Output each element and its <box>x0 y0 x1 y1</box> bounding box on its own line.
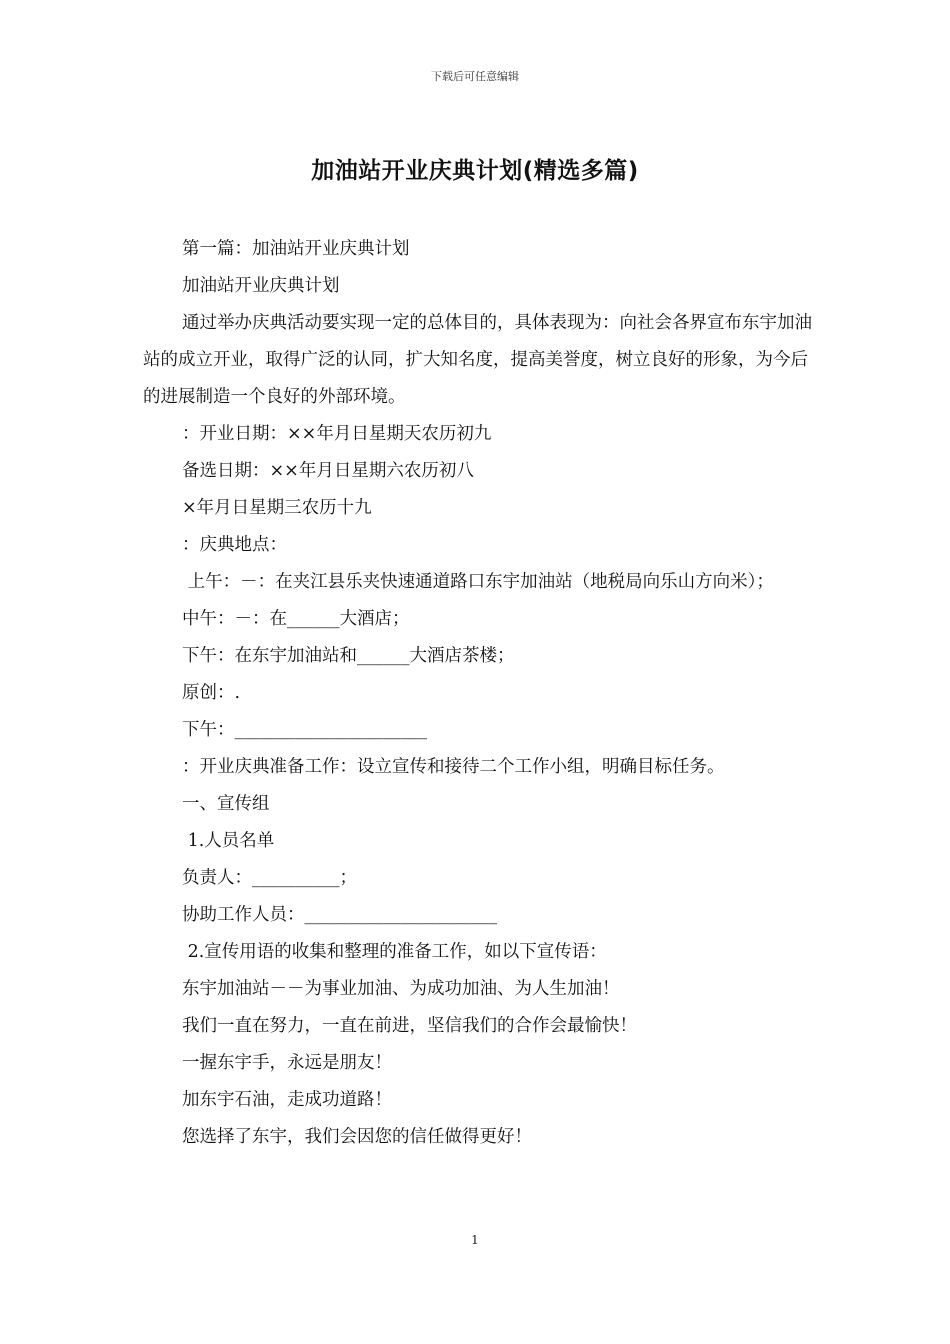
paragraph: 原创：. <box>182 683 241 703</box>
paragraph: 下午：______________________ <box>182 720 427 740</box>
paragraph: 加东宇石油，走成功道路！ <box>182 1090 392 1110</box>
paragraph: 加油站开业庆典计划 <box>182 276 340 296</box>
paragraph: 一握东宇手，永远是朋友！ <box>182 1053 392 1073</box>
paragraph: ：开业日期：××年月日星期天农历初九 <box>182 424 492 444</box>
document-title: 加油站开业庆典计划(精选多篇) <box>311 158 639 184</box>
page-header-note: 下载后可任意编辑 <box>431 70 519 83</box>
paragraph: ：庆典地点： <box>182 535 287 555</box>
paragraph: 通过举办庆典活动要实现一定的总体目的，具体表现为：向社会各界宣布东宇加油站的成立开业，取得广泛的认同，扩大知名度，提高美誉度，树立良好的形象，为今后的进展制造一个良好的外部环境。 <box>143 313 812 407</box>
paragraph: ×年月日星期三农历十九 <box>182 498 372 518</box>
paragraph: 1.人员名单 <box>182 831 275 851</box>
paragraph: 协助工作人员：______________________ <box>182 905 497 925</box>
paragraph: 第一篇：加油站开业庆典计划 <box>182 239 410 259</box>
paragraph: 东宇加油站－－为事业加油、为成功加油、为人生加油！ <box>182 979 620 999</box>
paragraph: 上午：－：在夹江县乐夹快速通道路口东宇加油站（地税局向乐山方向米）； <box>182 572 774 592</box>
paragraph: 我们一直在努力，一直在前进，坚信我们的合作会最愉快！ <box>182 1016 637 1036</box>
paragraph: 一、宣传组 <box>182 794 270 814</box>
paragraph: 您选择了东宇，我们会因您的信任做得更好！ <box>182 1127 532 1147</box>
paragraph: ：开业庆典准备工作：设立宣传和接待二个工作小组，明确目标任务。 <box>182 757 725 777</box>
paragraph: 2.宣传用语的收集和整理的准备工作，如以下宣传语： <box>182 942 607 962</box>
paragraph: 负责人：__________； <box>182 868 357 888</box>
document-body <box>143 231 813 1156</box>
paragraph: 中午：－：在______大酒店； <box>182 609 410 629</box>
paragraph: 下午：在东宇加油站和______大酒店茶楼； <box>182 646 515 666</box>
page-number: 1 <box>471 1233 479 1247</box>
paragraph: 备选日期：××年月日星期六农历初八 <box>182 461 474 481</box>
